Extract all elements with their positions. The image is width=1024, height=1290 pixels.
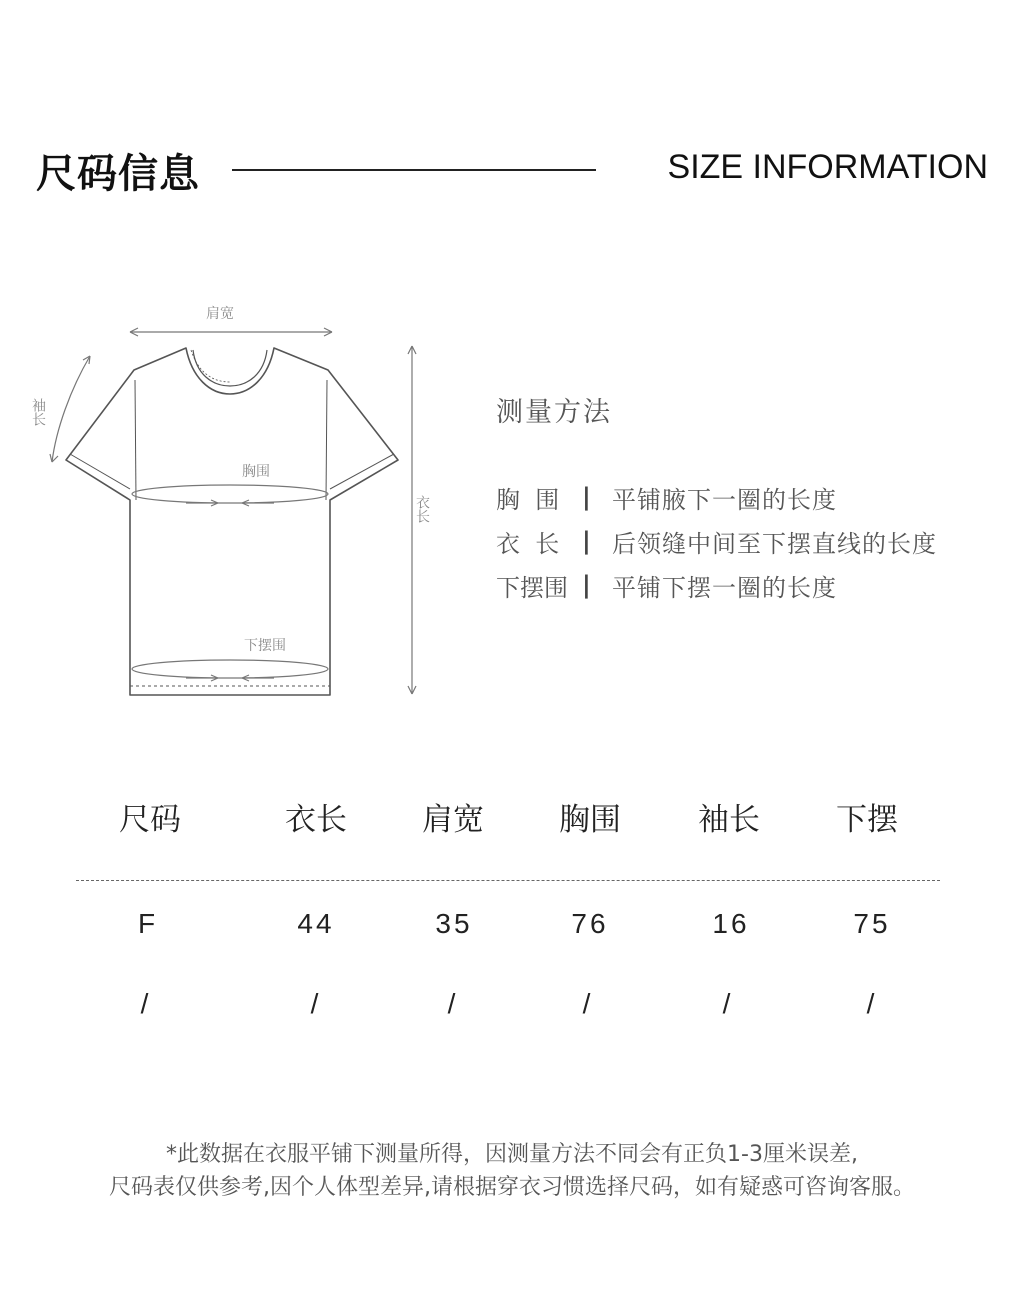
size-table bbox=[76, 788, 940, 848]
page-title-en: SIZE INFORMATION bbox=[667, 148, 988, 186]
header-sleeve: 袖长 bbox=[698, 802, 760, 838]
cell-shoulder: / bbox=[447, 988, 459, 1019]
cell-chest: / bbox=[582, 988, 594, 1019]
cell-sleeve: 16 bbox=[712, 908, 750, 939]
cell-size: F bbox=[137, 908, 159, 939]
method-separator: | bbox=[582, 571, 591, 599]
cell-chest: 76 bbox=[571, 908, 609, 939]
header-shoulder: 肩宽 bbox=[422, 802, 484, 838]
method-row-chest bbox=[496, 475, 996, 519]
method-desc: 平铺腋下一圈的长度 bbox=[612, 485, 837, 514]
method-term: 下摆围 bbox=[496, 573, 568, 602]
disclaimer-line-2: 尺码表仅供参考,因个人体型差异,请根据穿衣习惯选择尺码，如有疑惑可咨询客服。 bbox=[109, 1175, 915, 1200]
cell-shoulder: 35 bbox=[435, 908, 473, 939]
cell-hem: / bbox=[866, 988, 878, 1019]
cell-hem: 75 bbox=[853, 908, 891, 939]
header-chest: 胸围 bbox=[559, 802, 621, 838]
tshirt-diagram bbox=[30, 290, 450, 710]
label-length: 衣长 bbox=[414, 495, 430, 523]
method-desc: 平铺下摆一圈的长度 bbox=[612, 573, 837, 602]
table-divider bbox=[76, 880, 940, 881]
method-title: 测量方法 bbox=[496, 397, 612, 428]
label-chest: 胸围 bbox=[242, 464, 270, 480]
header-length: 衣长 bbox=[285, 802, 347, 838]
page-header bbox=[0, 0, 1024, 240]
disclaimer-line-1: *此数据在衣服平铺下测量所得，因测量方法不同会有正负1-3厘米误差, bbox=[166, 1142, 858, 1167]
title-divider bbox=[232, 169, 596, 171]
method-separator: | bbox=[582, 527, 591, 555]
size-table-header bbox=[76, 788, 940, 848]
method-separator: | bbox=[582, 483, 591, 511]
cell-sleeve: / bbox=[722, 988, 734, 1019]
disclaimer-note bbox=[0, 1138, 1024, 1204]
tshirt-outline-illustration bbox=[30, 290, 450, 710]
cell-length: / bbox=[310, 988, 322, 1019]
method-row-hem bbox=[496, 563, 996, 607]
label-hem: 下摆围 bbox=[244, 638, 286, 654]
page-title-cn: 尺码信息 bbox=[36, 151, 200, 197]
header-size: 尺码 bbox=[119, 802, 181, 838]
method-term: 胸 围 bbox=[496, 485, 560, 514]
table-row bbox=[76, 908, 940, 948]
label-shoulder: 肩宽 bbox=[206, 306, 234, 322]
table-row bbox=[76, 988, 940, 1028]
cell-length: 44 bbox=[297, 908, 335, 939]
cell-size: / bbox=[140, 988, 152, 1019]
header-hem: 下摆 bbox=[836, 802, 898, 838]
method-row-length bbox=[496, 519, 996, 563]
method-term: 衣 长 bbox=[496, 529, 560, 558]
method-desc: 后领缝中间至下摆直线的长度 bbox=[612, 529, 937, 558]
measurement-method bbox=[496, 390, 996, 607]
label-sleeve: 袖长 bbox=[30, 398, 46, 426]
